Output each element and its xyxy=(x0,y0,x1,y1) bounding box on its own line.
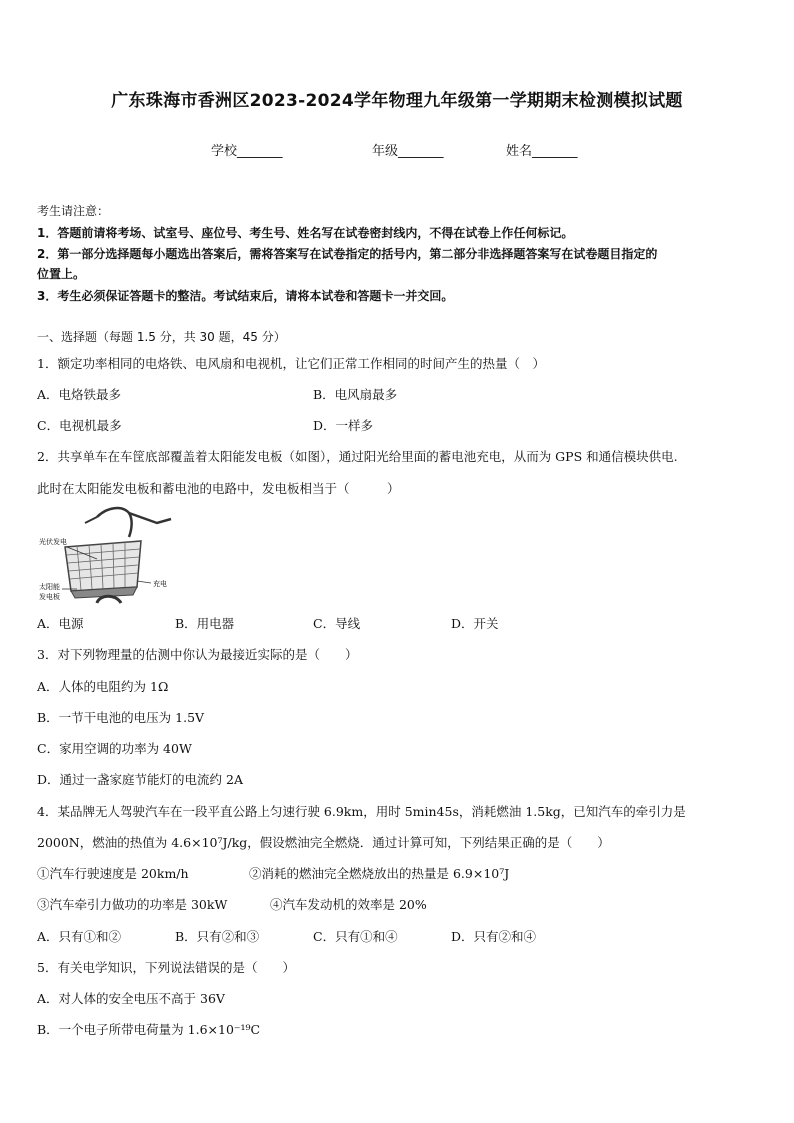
q4-option-b: B．只有②和③ xyxy=(175,929,260,944)
q4-stem-line2: 2000N，燃油的热值为 4.6×10⁷J/kg，假设燃油完全燃烧．通过计算可知，下列结果正确的是（ ） xyxy=(37,835,610,850)
name-field: 姓名_______ xyxy=(506,144,578,159)
q5-option-b: B．一个电子所带电荷量为 1.6×10⁻¹⁹C xyxy=(37,1022,261,1037)
fig-label-pv: 光伏发电 xyxy=(39,538,67,546)
section-heading: 一、选择题（每题 1.5 分，共 30 题，45 分） xyxy=(37,330,286,344)
q4-statement-2: ②消耗的燃油完全燃烧放出的热量是 6.9×10⁷J xyxy=(249,866,510,881)
q1-option-d: D．一样多 xyxy=(313,418,374,433)
notice-heading: 考生请注意： xyxy=(37,204,110,218)
q2-stem-line1: 2．共享单车在车筐底部覆盖着太阳能发电板（如图），通过阳光给里面的蓄电池充电，从而为 GPS 和通信模块供电. xyxy=(37,449,678,464)
q2-option-a: A．电源 xyxy=(37,616,84,631)
notice-item-2: 2．第一部分选择题每小题选出答案后，需将答案写在试卷指定的括号内，第二部分非选择题答案写在试卷题目指定的 xyxy=(37,247,658,261)
notice-item-1: 1．答题前请将考场、试室号、座位号、考生号、姓名写在试卷密封线内，不得在试卷上作任何标记。 xyxy=(37,226,574,240)
q5-stem: 5．有关电学知识，下列说法错误的是（ ） xyxy=(37,960,295,975)
q3-option-b: B．一节干电池的电压为 1.5V xyxy=(37,710,205,725)
q4-statement-1: ①汽车行驶速度是 20km/h xyxy=(37,866,189,881)
q4-statement-4: ④汽车发动机的效率是 20% xyxy=(270,897,427,912)
q2-option-c: C．导线 xyxy=(313,616,361,631)
q4-option-a: A．只有①和② xyxy=(37,929,122,944)
school-field: 学校_______ xyxy=(211,144,283,159)
q2-stem-line2: 此时在太阳能发电板和蓄电池的电路中，发电板相当于（ ） xyxy=(37,481,400,496)
q3-option-d: D．通过一盏家庭节能灯的电流约 2A xyxy=(37,772,243,787)
q1-option-c: C．电视机最多 xyxy=(37,418,122,433)
q3-option-c: C．家用空调的功率为 40W xyxy=(37,741,192,756)
notice-item-2-cont: 位置上。 xyxy=(37,267,86,281)
q2-option-d: D．开关 xyxy=(451,616,499,631)
notice-item-3: 3．考生必须保证答题卡的整洁。考试结束后，请将本试卷和答题卡一并交回。 xyxy=(37,289,454,303)
fig-label-charge: 充电 xyxy=(153,580,167,588)
q1-option-b: B．电风扇最多 xyxy=(313,387,398,402)
q4-option-d: D．只有②和④ xyxy=(451,929,537,944)
page-title: 广东珠海市香洲区2023-2024学年物理九年级第一学期期末检测模拟试题 xyxy=(111,91,683,111)
q4-stem-line1: 4．某品牌无人驾驶汽车在一段平直公路上匀速行驶 6.9km，用时 5min45s，消耗燃油 1.5kg，已知汽车的牵引力是 xyxy=(37,804,686,819)
q3-stem: 3．对下列物理量的估测中你认为最接近实际的是（ ） xyxy=(37,647,358,662)
q4-statement-3: ③汽车牵引力做功的功率是 30kW xyxy=(37,897,228,912)
q2-option-b: B．用电器 xyxy=(175,616,235,631)
fig-label-solar: 太阳能 xyxy=(39,583,60,591)
q1-stem: 1．额定功率相同的电烙铁、电风扇和电视机，让它们正常工作相同的时间产生的热量（ ） xyxy=(37,356,545,371)
bike-basket-figure xyxy=(37,503,177,607)
q5-option-a: A．对人体的安全电压不高于 36V xyxy=(37,991,225,1006)
fig-label-panel: 发电板 xyxy=(39,593,60,601)
q3-option-a: A．人体的电阻约为 1Ω xyxy=(37,679,169,694)
grade-field: 年级_______ xyxy=(372,144,444,159)
q1-option-a: A．电烙铁最多 xyxy=(37,387,122,402)
q4-option-c: C．只有①和④ xyxy=(313,929,398,944)
